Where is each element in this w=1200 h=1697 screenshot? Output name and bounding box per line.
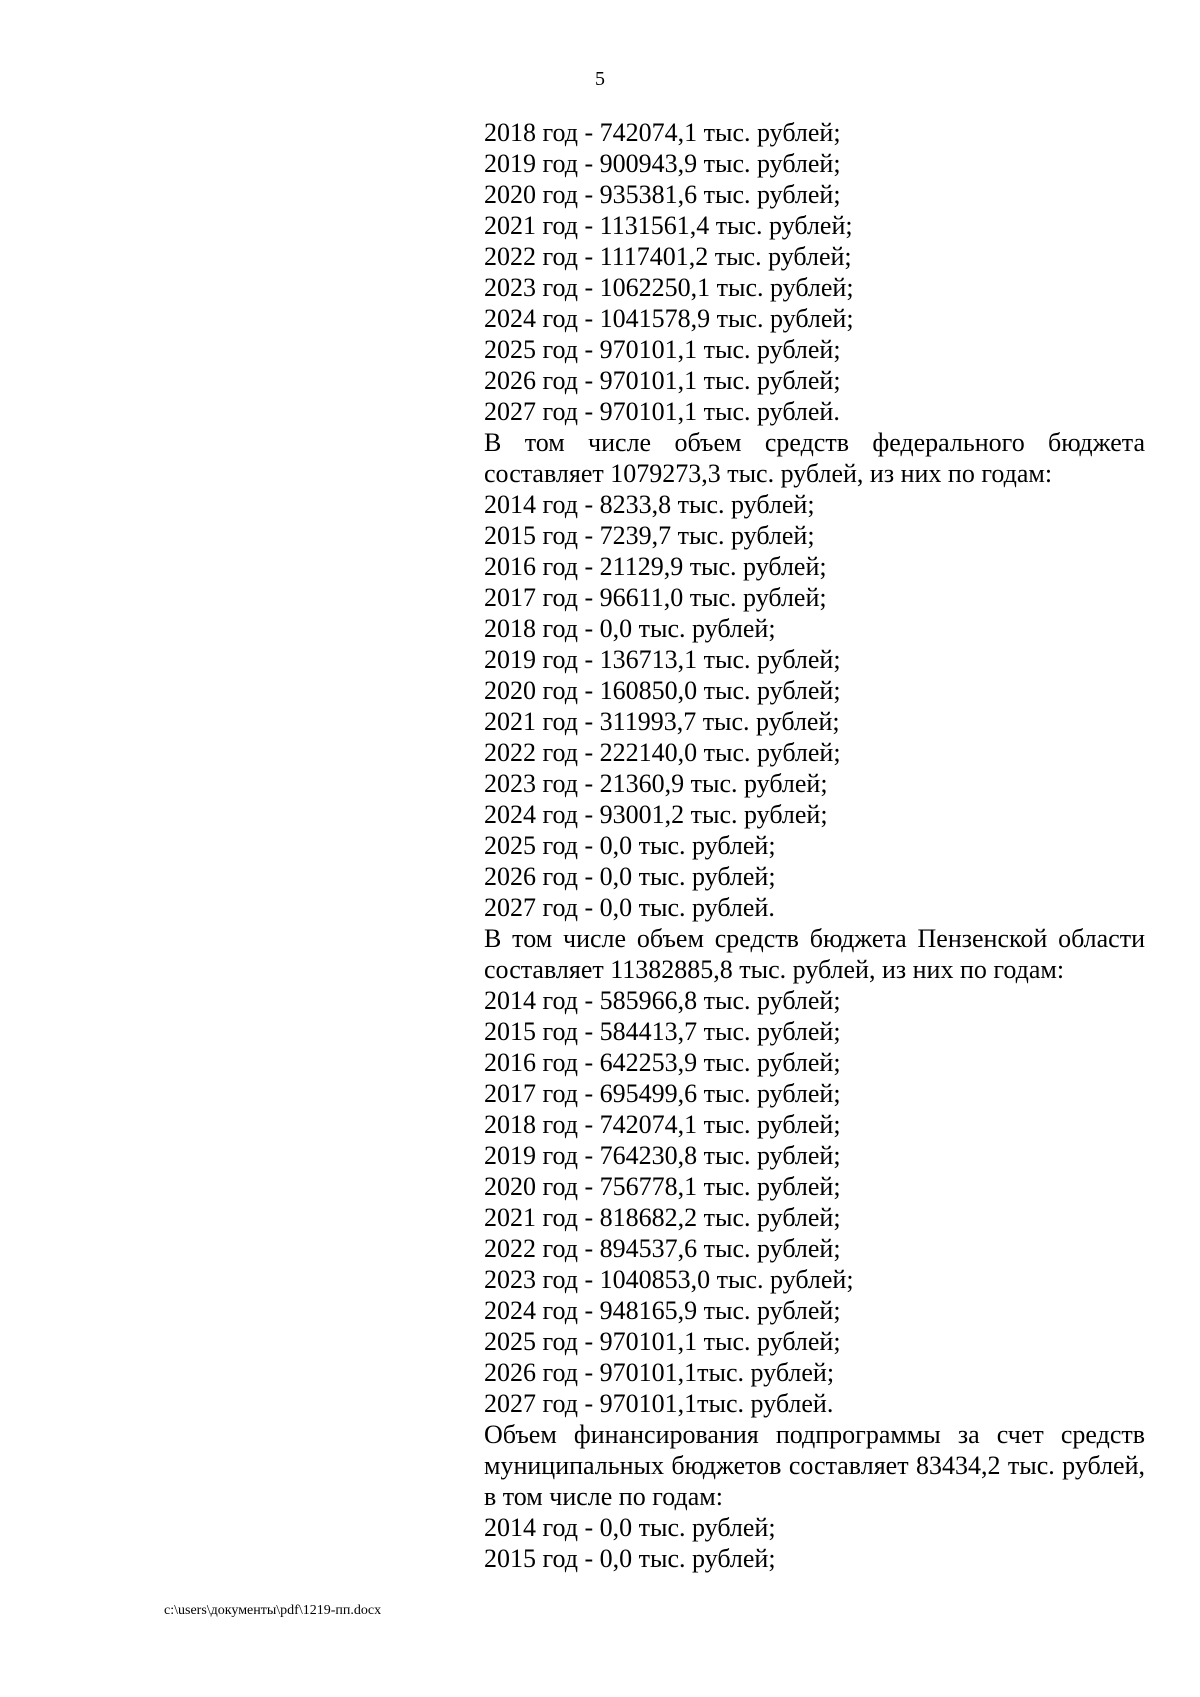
text-line: 2021 год - 818682,2 тыс. рублей; (484, 1203, 841, 1232)
text-line: 2027 год - 0,0 тыс. рублей. (484, 893, 775, 922)
text-line: 2024 год - 1041578,9 тыс. рублей; (484, 304, 854, 333)
text-line: 2027 год - 970101,1 тыс. рублей. (484, 397, 840, 426)
text-line: 2022 год - 222140,0 тыс. рублей; (484, 738, 841, 767)
document-body (484, 117, 1145, 1574)
text-line: Объем финансирования подпрограммы за счет средств (484, 1420, 1145, 1449)
text-line: составляет 11382885,8 тыс. рублей, из них по годам: (484, 955, 1065, 984)
text-line: 2024 год - 948165,9 тыс. рублей; (484, 1296, 841, 1325)
text-line: 2025 год - 0,0 тыс. рублей; (484, 831, 776, 860)
text-line: 2025 год - 970101,1 тыс. рублей; (484, 335, 841, 364)
text-line: 2019 год - 900943,9 тыс. рублей; (484, 149, 841, 178)
text-line: 2023 год - 1062250,1 тыс. рублей; (484, 273, 854, 302)
text-line: 2019 год - 136713,1 тыс. рублей; (484, 645, 841, 674)
text-line: 2016 год - 642253,9 тыс. рублей; (484, 1048, 841, 1077)
text-line: муниципальных бюджетов составляет 83434,2 тыс. рублей, (484, 1451, 1145, 1480)
text-line: 2026 год - 970101,1тыс. рублей; (484, 1358, 835, 1387)
text-line: 2018 год - 742074,1 тыс. рублей; (484, 118, 841, 147)
text-line: 2026 год - 970101,1 тыс. рублей; (484, 366, 841, 395)
text-line: 2021 год - 1131561,4 тыс. рублей; (484, 211, 853, 240)
text-line: 2014 год - 8233,8 тыс. рублей; (484, 490, 815, 519)
text-line: 2022 год - 1117401,2 тыс. рублей; (484, 242, 852, 271)
footer-file-path: c:\users\документы\pdf\1219-пп.docx (164, 1603, 382, 1618)
text-line: 2014 год - 585966,8 тыс. рублей; (484, 986, 841, 1015)
page-number: 5 (595, 68, 605, 90)
text-line: 2020 год - 756778,1 тыс. рублей; (484, 1172, 841, 1201)
text-line: В том числе объем средств бюджета Пензенской области (484, 924, 1145, 953)
text-line: составляет 1079273,3 тыс. рублей, из них по годам: (484, 459, 1053, 488)
text-line: 2027 год - 970101,1тыс. рублей. (484, 1389, 834, 1418)
text-line: 2014 год - 0,0 тыс. рублей; (484, 1513, 776, 1542)
text-line: 2020 год - 935381,6 тыс. рублей; (484, 180, 841, 209)
text-line: в том числе по годам: (484, 1482, 723, 1511)
text-line: 2026 год - 0,0 тыс. рублей; (484, 862, 776, 891)
text-line: 2019 год - 764230,8 тыс. рублей; (484, 1141, 841, 1170)
text-line: 2020 год - 160850,0 тыс. рублей; (484, 676, 841, 705)
text-line: 2017 год - 695499,6 тыс. рублей; (484, 1079, 841, 1108)
text-line: В том числе объем средств федерального бюджета (484, 428, 1145, 457)
text-line: 2018 год - 742074,1 тыс. рублей; (484, 1110, 841, 1139)
text-line: 2022 год - 894537,6 тыс. рублей; (484, 1234, 841, 1263)
text-line: 2024 год - 93001,2 тыс. рублей; (484, 800, 828, 829)
text-line: 2023 год - 1040853,0 тыс. рублей; (484, 1265, 854, 1294)
text-line: 2015 год - 584413,7 тыс. рублей; (484, 1017, 841, 1046)
text-line: 2023 год - 21360,9 тыс. рублей; (484, 769, 828, 798)
text-line: 2021 год - 311993,7 тыс. рублей; (484, 707, 840, 736)
text-line: 2017 год - 96611,0 тыс. рублей; (484, 583, 827, 612)
text-line: 2015 год - 0,0 тыс. рублей; (484, 1544, 776, 1573)
text-line: 2016 год - 21129,9 тыс. рублей; (484, 552, 827, 581)
text-line: 2018 год - 0,0 тыс. рублей; (484, 614, 776, 643)
text-line: 2025 год - 970101,1 тыс. рублей; (484, 1327, 841, 1356)
text-line: 2015 год - 7239,7 тыс. рублей; (484, 521, 815, 550)
